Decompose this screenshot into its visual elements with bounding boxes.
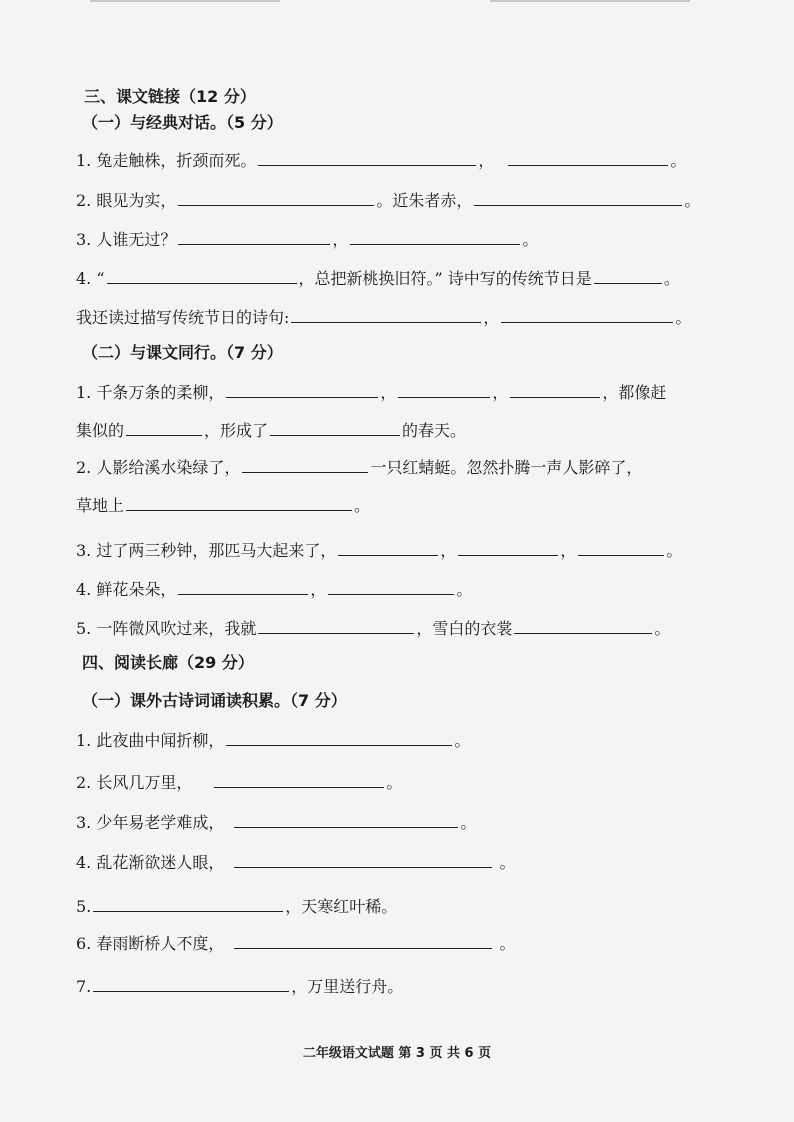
question-text: 1. 千条万条的柔柳，	[76, 383, 225, 402]
section-title: 四、阅读长廊（29 分）	[82, 653, 254, 672]
question-text: 7.	[76, 977, 92, 996]
punct: 。	[386, 773, 403, 792]
punct: 。	[460, 813, 477, 832]
question-text: ，万里送行舟。	[291, 977, 404, 996]
punct: ，	[560, 541, 577, 560]
question-line	[76, 190, 700, 212]
question-text: 一只红蜻蜓。忽然扑腾一声人影碎了，	[370, 458, 643, 477]
answer-blank[interactable]	[234, 852, 492, 868]
answer-blank[interactable]	[398, 382, 490, 398]
question-text: ，雪白的衣裳	[416, 619, 513, 638]
punct: 。	[675, 308, 692, 327]
scan-edge-mark	[90, 0, 280, 2]
poem-question	[76, 896, 397, 918]
punct: ，	[310, 580, 327, 599]
answer-blank[interactable]	[242, 457, 368, 473]
answer-blank[interactable]	[93, 976, 289, 992]
answer-blank[interactable]	[107, 268, 297, 284]
question-text: 3. 人谁无过？	[76, 230, 177, 249]
answer-blank[interactable]	[258, 618, 414, 634]
answer-blank[interactable]	[514, 618, 652, 634]
punct: 。	[670, 151, 687, 170]
punct: 。	[454, 731, 471, 750]
question-text: 6. 春雨断桥人不度，	[76, 934, 225, 953]
answer-blank[interactable]	[458, 540, 558, 556]
scan-edge-mark	[490, 0, 690, 2]
answer-blank[interactable]	[270, 420, 400, 436]
answer-blank[interactable]	[178, 190, 374, 206]
question-text: 2. 眼见为实，	[76, 191, 177, 210]
answer-blank[interactable]	[510, 382, 600, 398]
answer-blank[interactable]	[178, 229, 330, 245]
question-line	[76, 150, 686, 172]
question-line	[76, 457, 642, 479]
answer-blank[interactable]	[350, 229, 520, 245]
question-text: 的春天。	[402, 421, 467, 440]
question-text: 2. 人影给溪水染绿了，	[76, 458, 241, 477]
question-text: 1. 兔走触株，折颈而死。	[76, 151, 257, 170]
answer-blank[interactable]	[178, 579, 308, 595]
answer-blank[interactable]	[508, 150, 668, 166]
question-text: 集似的	[76, 421, 125, 440]
subsection-title: （二）与课文同行。（7 分）	[82, 343, 283, 362]
question-text: 。近朱者赤，	[376, 191, 473, 210]
question-line	[76, 495, 370, 517]
punct: 。	[684, 191, 701, 210]
answer-blank[interactable]	[126, 495, 352, 511]
punct: ，	[332, 230, 349, 249]
question-text: 5. 一阵微风吹过来，我就	[76, 619, 257, 638]
punct: ，	[478, 151, 495, 170]
question-text: 5.	[76, 897, 92, 916]
answer-blank[interactable]	[234, 812, 458, 828]
punct: 。	[456, 580, 473, 599]
question-text: 我还读过描写传统节日的诗句:	[76, 308, 290, 327]
question-text: 4. 乱花渐欲迷人眼，	[76, 853, 225, 872]
question-text: ，总把新桃换旧符。” 诗中写的传统节日是	[298, 269, 592, 288]
punct: ，	[440, 541, 457, 560]
subsection-title: （一）与经典对话。（5 分）	[82, 113, 283, 132]
question-line	[76, 268, 680, 290]
page-footer: 二年级语文试题 第 3 页 共 6 页	[302, 1046, 492, 1061]
question-line	[76, 579, 472, 601]
question-line	[76, 229, 538, 251]
punct: 。	[666, 541, 683, 560]
answer-blank[interactable]	[93, 896, 283, 912]
question-text: ，形成了	[204, 421, 269, 440]
punct: 。	[354, 496, 371, 515]
question-line	[76, 420, 466, 442]
punct: ，	[380, 383, 397, 402]
poem-question	[76, 812, 476, 834]
question-line	[76, 618, 670, 640]
answer-blank[interactable]	[338, 540, 438, 556]
poem-question	[76, 772, 402, 794]
subsection-title: （一）课外古诗词诵读积累。（7 分）	[82, 691, 347, 710]
question-text: 4. “	[76, 269, 105, 288]
question-text: 2. 长风几万里，	[76, 773, 193, 792]
question-text: 3. 过了两三秒钟，那匹马大起来了，	[76, 541, 337, 560]
answer-blank[interactable]	[578, 540, 664, 556]
punct: 。	[494, 934, 516, 953]
punct: 。	[654, 619, 671, 638]
answer-blank[interactable]	[234, 933, 492, 949]
question-text: 4. 鲜花朵朵，	[76, 580, 177, 599]
punct: 。	[663, 269, 680, 288]
punct: ，	[483, 308, 500, 327]
question-text: 草地上	[76, 496, 125, 515]
answer-blank[interactable]	[474, 190, 682, 206]
question-text: 3. 少年易老学难成，	[76, 813, 225, 832]
answer-blank[interactable]	[258, 150, 476, 166]
poem-question	[76, 933, 515, 955]
answer-blank[interactable]	[501, 307, 673, 323]
answer-blank[interactable]	[126, 420, 202, 436]
answer-blank[interactable]	[594, 268, 662, 284]
answer-blank[interactable]	[214, 772, 384, 788]
question-line	[76, 307, 691, 329]
punct: 。	[522, 230, 539, 249]
poem-question	[76, 730, 470, 752]
question-line	[76, 540, 682, 562]
answer-blank[interactable]	[226, 382, 378, 398]
poem-question	[76, 976, 403, 998]
punct: 。	[494, 853, 516, 872]
question-text: ，天寒红叶稀。	[285, 897, 398, 916]
section-title: 三、课文链接（12 分）	[84, 87, 256, 106]
question-text: ，都像赶	[602, 383, 667, 402]
answer-blank[interactable]	[291, 307, 481, 323]
question-text: 1. 此夜曲中闻折柳，	[76, 731, 225, 750]
question-line	[76, 382, 666, 404]
poem-question	[76, 852, 515, 874]
answer-blank[interactable]	[328, 579, 454, 595]
punct: ，	[492, 383, 509, 402]
answer-blank[interactable]	[226, 730, 452, 746]
